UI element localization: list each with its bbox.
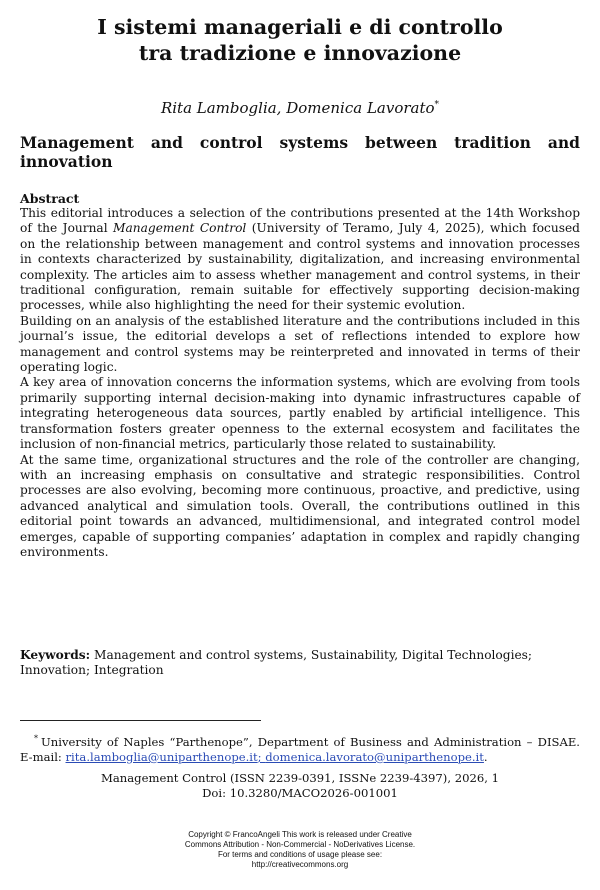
journal-name: Management Control (113, 221, 247, 236)
paper-title-english: Management and control systems between tradition and innovation (20, 133, 580, 171)
copyright-link[interactable]: http://creativecommons.org (251, 860, 349, 869)
abstract-paragraph-4: At the same time, organizational structures and the role of the controller are changing, with an increasing emphasis on consultative and strategic responsibilities. Control processes are also evolving, becoming more continuous, proactive, and predictive, using advanced analytical and simulation tools. Overall, the contributions outlined in this editorial point towards an advanced, multidimensional, and integrated control model emerges, capable of supporting companies’ adaptation in complex and rapidly changing environments. (20, 452, 580, 559)
footnote-end: . (483, 749, 488, 764)
copyright-notice (20, 830, 580, 870)
abstract-p1-text-continued: (University of Teramo, July 4, 2025), which focused on the relationship between management and control systems and innovation processes in contexts characterized by sustainability, digitalization, and increasing environmental complexity. The articles aim to assess whether management and control systems, in their traditional configuration, remain suitable for effectively supporting decision-making processes, while also highlighting the need for their systemic evolution. (20, 221, 580, 313)
footnote-marker: * (34, 734, 38, 743)
author-affiliation-footnote (20, 731, 580, 765)
title-line-2: tra tradizione e innovazione (138, 41, 462, 65)
abstract-heading: Abstract (20, 191, 80, 206)
title-line-1: I sistemi manageriali e di controllo (97, 15, 503, 39)
author-names: Rita Lamboglia, Domenica Lavorato (160, 99, 435, 117)
affiliation-text: University of Naples “Parthenope”, Department of Business and Administration – DISAE. E-mail: (20, 734, 580, 764)
abstract-paragraph-2: Building on an analysis of the established literature and the contributions included in this journal’s issue, the editorial develops a set of reflections intended to explore how management and control systems may be reinterpreted and innovated in terms of their operating logic. (20, 313, 580, 375)
abstract-paragraph-3: A key area of innovation concerns the information systems, which are evolving from tools primarily supporting internal decision-making into dynamic infrastructures capable of integrating heterogeneous data sources, partly enabled by artificial intelligence. This transformation fosters greater openness to the external ecosystem and facilitates the inclusion of non-financial metrics, particularly those related to sustainability. (20, 375, 580, 452)
copyright-line-1: Copyright © FrancoAngeli This work is released under Creative (188, 830, 412, 839)
abstract-paragraph-1 (20, 206, 580, 314)
footnote-divider (20, 720, 261, 721)
author-footnote-marker: * (434, 100, 440, 110)
keywords (20, 648, 580, 679)
paper-title-italian (20, 14, 580, 66)
keywords-list: Management and control systems, Sustainability, Digital Technologies; Innovation; Integration (20, 648, 533, 678)
copyright-line-3: For terms and conditions of usage please see: (217, 850, 383, 859)
copyright-line-2: Commons Attribution - Non-Commercial - NoDerivatives License. (184, 840, 416, 849)
journal-doi-line: Doi: 10.3280/MACO2026-001001 (202, 785, 398, 800)
email-link-lamboglia[interactable]: rita.lamboglia@uniparthenope.it (65, 749, 258, 764)
email-separator: ; (257, 749, 266, 764)
authors (20, 95, 580, 118)
journal-citation (20, 771, 580, 800)
abstract-p1-text: This editorial introduces a selection of the contributions presented at the 14th Workshop of the Journal (20, 206, 580, 236)
abstract-body (20, 206, 580, 560)
journal-issn-line: Management Control (ISSN 2239-0391, ISSNe 2239-4397), 2026, 1 (101, 771, 499, 785)
keywords-label: Keywords: (20, 648, 91, 662)
email-link-lavorato[interactable]: domenica.lavorato@uniparthenope.it (265, 749, 484, 764)
